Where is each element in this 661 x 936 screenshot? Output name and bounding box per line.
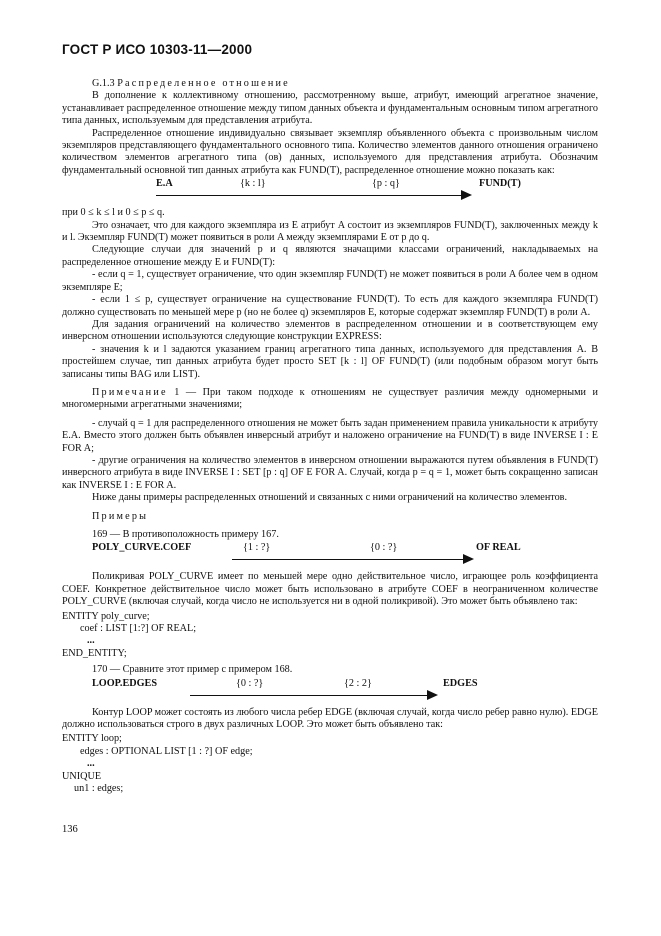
code-line: UNIQUE [62,770,102,782]
code-line: edges : OPTIONAL LIST [1 : ?] OF edge; [80,745,253,757]
section-number: G.1.3 [92,78,115,89]
example-title: 170 — Сравните этот пример с примером 168. [92,664,293,676]
arrow-head-icon [427,690,438,700]
paragraph: В дополнение к коллективному отношению, рассмотренному выше, атрибут, имеющий агрегатное значение, устанавливает распределенное отношение между типом данных объекта и фундаментальным основным типом агрегатного типа данных, используемым для представления атрибута. [62,90,598,127]
example-title: 169 — В противоположность примеру 167. [92,529,279,540]
paragraph: Это означает, что для каждого экземпляра из E атрибут A состоит из экземпляров FUND(T), заключенных между k и l. Экземпляр FUND(T) может появиться в роли A между экземплярами E от p до q. [62,219,598,244]
list-item: - если 1 ≤ p, существует ограничение на существование FUND(T). То есть для каждого экземпляра FUND(T) должно существовать по меньшей мере p (но не более q) экземпляров E, которые содержат экземпляр FUND(T) в роли A. [62,294,598,318]
note [62,387,598,412]
diagram-right-label: FUND(T) [479,178,521,190]
diagram-arrow-line [156,195,462,196]
code-block-1 [62,611,598,661]
diagram-left-label: POLY_CURVE.COEF [92,542,192,554]
diagram-left-label: E.A [156,178,173,190]
diagram-arrow-line [190,695,428,696]
page [62,0,598,936]
paragraph: Поликривая POLY_CURVE имеет по меньшей мере одно действительное число, играющее роль коэффициента COEF. Конкретное действительное число может быть использовано в атрибуте COEF в неограниченном количестве POLY_CURVE (включая случай, когда число не используется ни в одной поликривой). Это может быть объявлено так: [62,571,598,608]
paragraph: Ниже даны примеры распределенных отношений и связанных с ними ограничений на количество элементов. [92,492,568,504]
list-item: - другие ограничения на количество элементов в инверсном отношении выражаются путем объявления в FUND(T) инверсного атрибута в виде INVERSE I : SET [p : q] OF E FOR A. Случай, когда p = q = 1, может быть сокращенно записан как INVERSE I : E FOR A. [62,454,598,491]
document-body [62,78,598,800]
code-line: ... [87,635,95,647]
diagram-k-l: {1 : ?} [243,542,271,554]
relationship-diagram-2 [62,542,598,569]
page-number: 136 [62,824,78,835]
code-line: ENTITY loop; [62,733,122,745]
list-item: - случай q = 1 для распределенного отношения не может быть задан применением правила уникальности к атрибуту E.A. Вместо этого должен быть объявлен инверсный атрибут и наложено ограничение на FUND(T) в виде INVERSE I : E FOR A; [62,417,598,454]
paragraph: Контур LOOP может состоять из любого числа ребер EDGE (включая случай, когда число ребер равно нулю). EDGE должно использоваться строго в двух различных LOOP. Это может быть объявлено так: [62,706,598,731]
section-heading [62,78,598,90]
diagram-arrow-line [232,559,464,560]
diagram-k-l: {0 : ?} [236,677,264,689]
examples-heading: Примеры [92,510,149,522]
note-label: Примечание [92,386,168,398]
code-line: ... [87,758,95,770]
diagram-right-label: OF REAL [476,542,521,554]
diagram-right-label: EDGES [443,677,478,689]
code-block-2 [62,733,598,795]
code-line: END_ENTITY; [62,647,127,659]
code-line: coef : LIST [1:?] OF REAL; [80,623,197,635]
relationship-diagram-1 [62,178,598,205]
paragraph: Для задания ограничений на количество элементов в распределенном отношении и в соответствующем ему инверсном отношении используются следующие конструкции EXPRESS: [62,318,598,343]
diagram-p-q: {p : q} [372,178,400,190]
arrow-head-icon [463,554,474,564]
paragraph: Следующие случаи для значений p и q являются значащими классами ограничений, накладываемых на распределенное отношение между E и FUND(T): [62,244,598,268]
paragraph: при 0 ≤ k ≤ l и 0 ≤ p ≤ q. [62,207,165,219]
code-line: ENTITY poly_curve; [62,610,150,622]
list-item: - если q = 1, существует ограничение, что один экземпляр FUND(T) не может появиться в роли A более чем в одном экземпляре E; [62,269,598,293]
diagram-left-label: LOOP.EDGES [92,677,158,689]
arrow-head-icon [461,190,472,200]
diagram-k-l: {k : l} [240,178,266,190]
section-title: Распределенное отношение [117,78,290,89]
note-text: 1 — При таком подходе к отношениям не существует различия между одномерными и многомерными агрегатными значениями; [62,386,598,411]
paragraph: Распределенное отношение индивидуально связывает экземпляр объявленного объекта с произвольным числом экземпляров представляющего фундаментального основного типа. Количество элементов данного отношения ограничено количеством элементов агрегатного типа (ов) данных, используемого для представления атрибута. Обозначим фундаментальный основной тип данных атрибута как FUND(T), распределенное отношение можно показать как: [62,127,598,176]
code-line: un1 : edges; [74,783,124,795]
list-item: - значения k и l задаются указанием границ агрегатного типа данных, используемого для представления A. В простейшем случае, тип данных атрибута будет просто SET [k : l] OF FUND(T) (или подобным образом могут быть записаны типы BAG или LIST). [62,343,598,380]
document-header: ГОСТ Р ИСО 10303-11—2000 [62,42,253,57]
relationship-diagram-3 [62,678,598,705]
diagram-p-q: {0 : ?} [370,542,398,554]
diagram-p-q: {2 : 2} [344,677,372,689]
